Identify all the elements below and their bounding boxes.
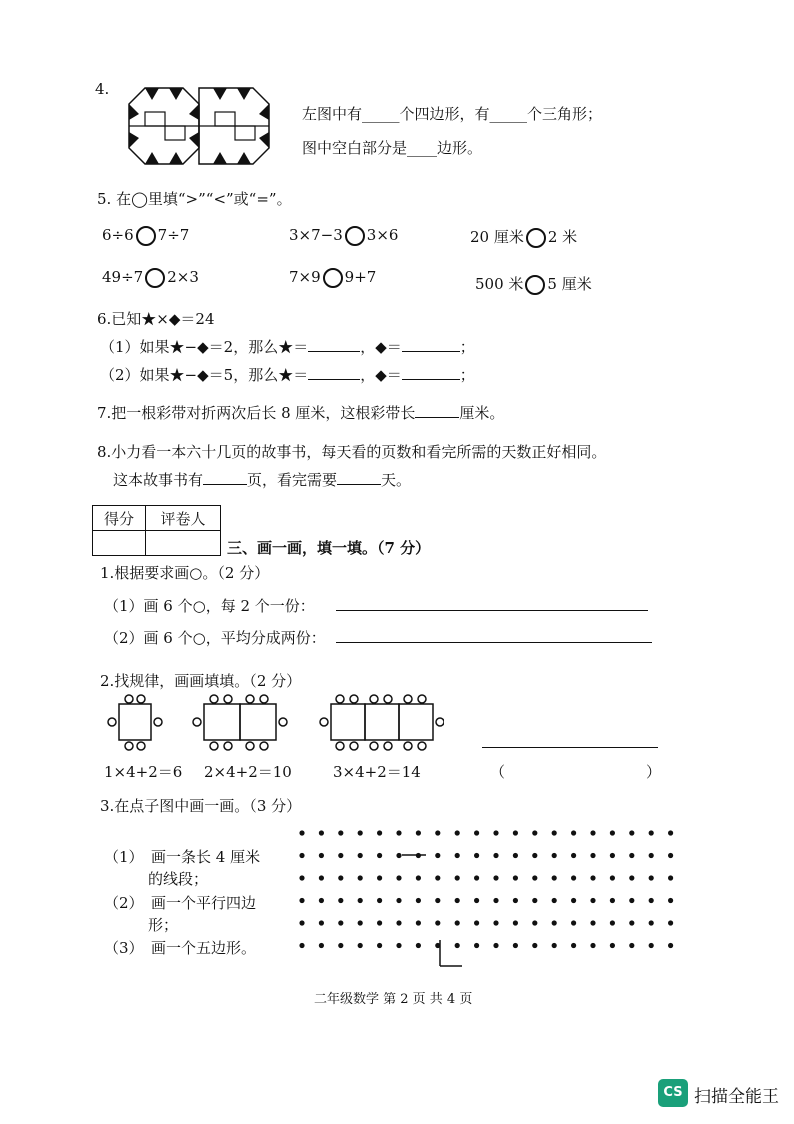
grid-dot[interactable] xyxy=(610,943,615,948)
q5-item xyxy=(102,268,199,288)
answer-blank[interactable] xyxy=(402,365,460,380)
grid-dot[interactable] xyxy=(338,875,343,880)
q5-item xyxy=(102,226,189,246)
grid-dot[interactable] xyxy=(377,853,382,858)
answer-blank[interactable] xyxy=(415,403,459,418)
grid-dot[interactable] xyxy=(416,943,421,948)
grid-dot[interactable] xyxy=(571,943,576,948)
grid-dot[interactable] xyxy=(299,875,304,880)
grid-dot[interactable] xyxy=(513,830,518,835)
grid-dot[interactable] xyxy=(338,920,343,925)
grid-dot[interactable] xyxy=(552,830,557,835)
grid-dot[interactable] xyxy=(474,943,479,948)
grid-dot[interactable] xyxy=(571,853,576,858)
grid-dot[interactable] xyxy=(416,830,421,835)
grid-dot[interactable] xyxy=(590,875,595,880)
compare-circle[interactable] xyxy=(136,226,156,246)
grid-dot[interactable] xyxy=(474,875,479,880)
grid-dot[interactable] xyxy=(435,920,440,925)
q5-left: 6÷6 xyxy=(102,226,134,244)
q4-line1: 左图中有_____个四边形，有_____个三角形； xyxy=(302,105,603,123)
grid-dot[interactable] xyxy=(513,943,518,948)
grid-dot[interactable] xyxy=(610,830,615,835)
grid-dot[interactable] xyxy=(455,898,460,903)
drawing-line[interactable] xyxy=(336,610,648,611)
grid-dot[interactable] xyxy=(532,830,537,835)
grid-dot[interactable] xyxy=(299,898,304,903)
q4-line2: 图中空白部分是____边形。 xyxy=(302,139,483,157)
grid-dot[interactable] xyxy=(455,875,460,880)
paren-close: ） xyxy=(646,763,662,781)
q6-sub1: （1）如果★−◆＝2，那么★＝ ，◆＝ ； xyxy=(100,338,475,356)
grid-dot[interactable] xyxy=(358,920,363,925)
grid-dot[interactable] xyxy=(377,830,382,835)
grid-dot[interactable] xyxy=(513,853,518,858)
grid-dot[interactable] xyxy=(299,920,304,925)
grid-dot[interactable] xyxy=(649,830,654,835)
s3-q2-eq1: 1×4+2＝6 xyxy=(104,763,183,781)
grid-dot[interactable] xyxy=(610,853,615,858)
q5-right: 3×6 xyxy=(366,226,399,244)
q5-left: 20 厘米 xyxy=(470,228,524,246)
grid-dot[interactable] xyxy=(358,830,363,835)
grid-dot[interactable] xyxy=(629,875,634,880)
grid-dot[interactable] xyxy=(319,875,324,880)
q5-item xyxy=(289,226,398,246)
grid-dot[interactable] xyxy=(338,943,343,948)
grid-dot[interactable] xyxy=(474,920,479,925)
grid-dot[interactable] xyxy=(493,920,498,925)
score-table xyxy=(92,505,221,556)
compare-circle[interactable] xyxy=(525,275,545,295)
q6-title: 6.已知★×◆＝24 xyxy=(97,310,215,328)
grid-dot[interactable] xyxy=(493,898,498,903)
grid-dot[interactable] xyxy=(338,898,343,903)
grid-dot[interactable] xyxy=(377,943,382,948)
grid-dot[interactable] xyxy=(649,943,654,948)
grid-dot[interactable] xyxy=(493,853,498,858)
grid-dot[interactable] xyxy=(493,830,498,835)
grid-dot[interactable] xyxy=(590,853,595,858)
grid-dot[interactable] xyxy=(552,898,557,903)
grid-dot[interactable] xyxy=(319,943,324,948)
s3-q3-sub2b: 形； xyxy=(148,916,179,934)
grid-dot[interactable] xyxy=(377,898,382,903)
s3-q2-eq2: 2×4+2＝10 xyxy=(204,763,292,781)
dot-grid[interactable] xyxy=(296,828,686,974)
grid-dot[interactable] xyxy=(299,830,304,835)
q5-right: 2×3 xyxy=(167,268,199,286)
grader-cell[interactable] xyxy=(146,531,221,556)
s3-q2-title: 2.找规律，画画填填。（2 分） xyxy=(100,672,302,690)
grid-dot[interactable] xyxy=(629,898,634,903)
grid-dot[interactable] xyxy=(435,898,440,903)
grid-dot[interactable] xyxy=(396,853,401,858)
grid-dot[interactable] xyxy=(377,875,382,880)
s3-q1-sub1: （1）画 6 个○，每 2 个一份： xyxy=(104,597,315,615)
grid-dot[interactable] xyxy=(396,920,401,925)
compare-circle[interactable] xyxy=(345,226,365,246)
grid-dot[interactable] xyxy=(416,920,421,925)
grid-dot[interactable] xyxy=(552,943,557,948)
grid-dot[interactable] xyxy=(319,830,324,835)
drawing-line[interactable] xyxy=(336,642,652,643)
q5-left: 3×7−3 xyxy=(289,226,343,244)
s3-q3-sub2a: （2） 画一个平行四边 xyxy=(104,894,257,912)
grid-dot[interactable] xyxy=(629,943,634,948)
grid-dot[interactable] xyxy=(358,875,363,880)
grid-dot[interactable] xyxy=(396,830,401,835)
grid-dot[interactable] xyxy=(396,898,401,903)
q5-right: 2 米 xyxy=(547,228,578,246)
q5-left: 500 米 xyxy=(475,275,524,293)
grid-dot[interactable] xyxy=(455,853,460,858)
grid-dot[interactable] xyxy=(590,943,595,948)
compare-circle[interactable] xyxy=(323,268,343,288)
grid-dot[interactable] xyxy=(377,920,382,925)
grid-dot[interactable] xyxy=(590,920,595,925)
answer-blank[interactable] xyxy=(337,470,381,485)
grid-dot[interactable] xyxy=(668,943,673,948)
grid-dot[interactable] xyxy=(358,943,363,948)
q5-item xyxy=(470,226,577,248)
grid-dot[interactable] xyxy=(299,943,304,948)
grid-dot[interactable] xyxy=(455,920,460,925)
q4-number: 4. xyxy=(95,80,110,98)
compare-circle[interactable] xyxy=(526,228,546,248)
grid-dot[interactable] xyxy=(668,853,673,858)
seating-pattern xyxy=(104,694,444,754)
q7: 7.把一根彩带对折两次后长 8 厘米，这根彩带长 厘米。 xyxy=(97,404,505,422)
q5-item xyxy=(475,273,592,295)
grid-dot[interactable] xyxy=(474,853,479,858)
s3-q1-sub2: （2）画 6 个○，平均分成两份： xyxy=(104,629,326,647)
compare-circle[interactable] xyxy=(145,268,165,288)
s3-q3-sub3: （3） 画一个五边形。 xyxy=(104,939,257,957)
polygon-figure xyxy=(125,86,273,166)
grid-dot[interactable] xyxy=(571,920,576,925)
grid-dot[interactable] xyxy=(668,875,673,880)
score-cell[interactable] xyxy=(93,531,146,556)
score-header: 得分 xyxy=(93,506,146,531)
q5-right: 5 厘米 xyxy=(547,275,592,293)
grid-dot[interactable] xyxy=(668,898,673,903)
grid-dot[interactable] xyxy=(474,898,479,903)
grid-dot[interactable] xyxy=(455,830,460,835)
paren-open: （ xyxy=(490,763,506,781)
q5-left: 49÷7 xyxy=(102,268,144,286)
grid-dot[interactable] xyxy=(571,898,576,903)
grid-dot[interactable] xyxy=(435,875,440,880)
grid-dot[interactable] xyxy=(532,943,537,948)
grid-dot[interactable] xyxy=(610,920,615,925)
page-footer: 二年级数学 第 2 页 共 4 页 xyxy=(314,992,473,1007)
pattern-answer-line[interactable] xyxy=(482,747,658,748)
grid-dot[interactable] xyxy=(513,920,518,925)
grid-dot[interactable] xyxy=(319,853,324,858)
grid-dot[interactable] xyxy=(396,875,401,880)
grid-dot[interactable] xyxy=(552,875,557,880)
grid-dot[interactable] xyxy=(435,853,440,858)
grid-dot[interactable] xyxy=(532,920,537,925)
grid-dot[interactable] xyxy=(668,920,673,925)
s3-q1-title: 1.根据要求画○。（2 分） xyxy=(100,564,270,582)
q5-right: 9+7 xyxy=(344,268,377,286)
q5-left: 7×9 xyxy=(289,268,321,286)
grid-dot[interactable] xyxy=(649,875,654,880)
grid-dot[interactable] xyxy=(319,920,324,925)
grader-header: 评卷人 xyxy=(146,506,221,531)
s3-q3-sub1a: （1） 画一条长 4 厘米 xyxy=(104,848,261,866)
answer-blank[interactable] xyxy=(402,337,460,352)
grid-dot[interactable] xyxy=(435,830,440,835)
answer-blank[interactable] xyxy=(308,337,360,352)
grid-dot[interactable] xyxy=(590,898,595,903)
grid-dot[interactable] xyxy=(358,898,363,903)
grid-dot[interactable] xyxy=(416,898,421,903)
s3-q2-eq3: 3×4+2＝14 xyxy=(333,763,421,781)
grid-dot[interactable] xyxy=(552,920,557,925)
grid-dot[interactable] xyxy=(338,830,343,835)
grid-dot[interactable] xyxy=(493,875,498,880)
grid-dot[interactable] xyxy=(493,943,498,948)
grid-dot[interactable] xyxy=(358,853,363,858)
grid-dot[interactable] xyxy=(571,830,576,835)
grid-dot[interactable] xyxy=(396,943,401,948)
grid-dot[interactable] xyxy=(416,875,421,880)
grid-dot[interactable] xyxy=(610,875,615,880)
grid-dot[interactable] xyxy=(649,898,654,903)
s3-q3-title: 3.在点子图中画一画。（3 分） xyxy=(100,797,302,815)
grid-dot[interactable] xyxy=(532,853,537,858)
grid-dot[interactable] xyxy=(319,898,324,903)
grid-dot[interactable] xyxy=(590,830,595,835)
grid-dot[interactable] xyxy=(610,898,615,903)
grid-dot[interactable] xyxy=(532,898,537,903)
grid-dot[interactable] xyxy=(668,830,673,835)
answer-blank[interactable] xyxy=(203,470,247,485)
grid-dot[interactable] xyxy=(571,875,576,880)
grid-dot[interactable] xyxy=(629,853,634,858)
q5-item xyxy=(289,268,376,288)
s3-q3-sub1b: 的线段； xyxy=(148,870,209,888)
camscanner-text: 扫描全能王 xyxy=(694,1087,779,1107)
grid-dot[interactable] xyxy=(649,853,654,858)
grid-dot[interactable] xyxy=(552,853,557,858)
grid-dot[interactable] xyxy=(629,830,634,835)
grid-dot[interactable] xyxy=(474,830,479,835)
section3-title: 三、画一画，填一填。（7 分） xyxy=(227,539,431,557)
grid-dot[interactable] xyxy=(532,875,537,880)
grid-dot[interactable] xyxy=(629,920,634,925)
grid-dot[interactable] xyxy=(455,943,460,948)
q8-line1: 8.小力看一本六十几页的故事书，每天看的页数和看完所需的天数正好相同。 xyxy=(97,443,607,461)
q5-right: 7÷7 xyxy=(157,226,190,244)
q5-title: 5. 在◯里填“>”“<”或“=”。 xyxy=(97,190,292,208)
grid-dot[interactable] xyxy=(299,853,304,858)
answer-blank[interactable] xyxy=(308,365,360,380)
grid-dot[interactable] xyxy=(338,853,343,858)
q6-sub2: （2）如果★−◆＝5，那么★＝ ，◆＝ ； xyxy=(100,366,475,384)
q8-line2: 这本故事书有 页，看完需要 天。 xyxy=(113,471,412,489)
grid-dot[interactable] xyxy=(649,920,654,925)
grid-dot[interactable] xyxy=(513,875,518,880)
camscanner-logo: CS xyxy=(658,1079,688,1107)
grid-dot[interactable] xyxy=(513,898,518,903)
